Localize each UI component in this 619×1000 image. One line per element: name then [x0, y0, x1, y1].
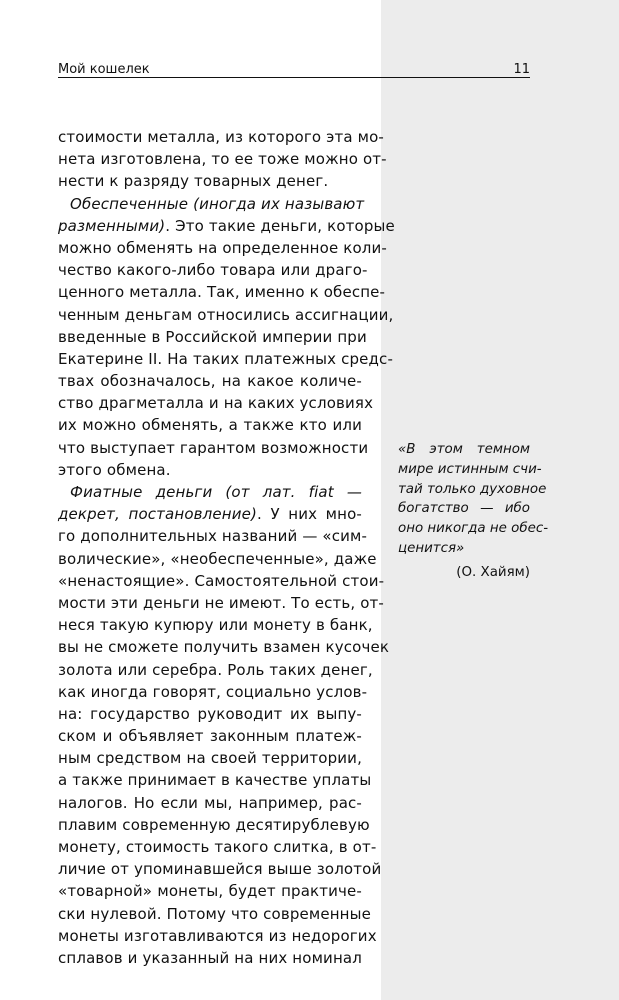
- body-line: ство драгметалла и на каких условиях: [58, 394, 374, 413]
- body-line: Фиатные деньги (от лат. fiat —: [70, 483, 362, 501]
- body-line: налогов. Но если мы, например, рас-: [58, 793, 362, 812]
- quote-line: тай только духовное: [398, 481, 547, 497]
- quote-line: богатство — ибо: [398, 501, 530, 517]
- epigraph-quote: [398, 440, 549, 559]
- body-line: волические», «необеспеченные», даже: [58, 549, 377, 568]
- body-line: можно обменять на определенное коли-: [58, 238, 387, 257]
- body-line: неся такую купюру или монету в банк,: [58, 616, 373, 635]
- body-line: что выступает гарантом возможности: [58, 438, 369, 457]
- body-line: мости эти деньги не имеют. То есть, от-: [58, 593, 384, 612]
- body-line: Екатерине II. На таких платежных средс-: [58, 349, 394, 368]
- body-line: «ненастоящие». Самостоятельной стои-: [58, 571, 385, 590]
- quote-line: мире истинным счи-: [398, 461, 542, 477]
- body-line: ском и объявляет законным платеж-: [58, 727, 362, 746]
- body-line: ным средством на своей территории,: [58, 749, 362, 768]
- quote-line: оно никогда не обес-: [398, 521, 549, 537]
- body-line: ценного металла. Так, именно к обеспе-: [58, 283, 386, 302]
- body-line: го дополнительных названий — «сим-: [58, 527, 368, 546]
- body-line: нести к разряду товарных денег.: [58, 172, 329, 191]
- body-line: Обеспеченные (иногда их называют: [70, 194, 365, 213]
- body-line: декрет, постановление). У них мно-: [58, 505, 362, 524]
- quote-author: (О. Хайям): [456, 565, 530, 580]
- body-line: чество какого-либо товара или драго-: [58, 261, 368, 280]
- body-line: монеты изготавливаются из недорогих: [58, 926, 377, 945]
- header-rule: [58, 77, 530, 78]
- quote-line: ценится»: [398, 540, 465, 556]
- body-line: как иногда говорят, социально услов-: [58, 682, 368, 701]
- quote-line: «В этом темном: [398, 442, 530, 457]
- body-line: введенные в Российской империи при: [58, 327, 367, 346]
- body-line: ченным деньгам относились ассигнации,: [58, 305, 394, 324]
- body-line: разменными). Это такие деньги, которые: [58, 216, 395, 235]
- page-number: 11: [513, 62, 530, 77]
- body-line: а также принимает в качестве уплаты: [58, 771, 372, 790]
- body-line: золота или серебра. Роль таких денег,: [58, 660, 373, 679]
- body-line: нета изготовлена, то ее тоже можно от-: [58, 150, 387, 169]
- body-line: их можно обменять, а также кто или: [58, 416, 362, 435]
- running-title: Мой кошелек: [58, 62, 150, 77]
- body-line: сплавов и указанный на них номинал: [58, 948, 362, 967]
- body-line: личие от упоминавшейся выше золотой: [58, 860, 382, 879]
- body-line: твах обозначалось, на какое количе-: [58, 372, 362, 391]
- body-line: вы не сможете получить взамен кусочек: [58, 638, 390, 657]
- body-line: ски нулевой. Потому что современные: [58, 904, 371, 923]
- body-line: «товарной» монеты, будет практиче-: [58, 882, 362, 901]
- body-line: монету, стоимость такого слитка, в от-: [58, 838, 377, 856]
- body-line: плавим современную десятирублевую: [58, 815, 370, 834]
- body-line: на: государство руководит их выпу-: [58, 704, 362, 723]
- body-text: [58, 126, 395, 969]
- body-line: стоимости металла, из которого эта мо-: [58, 128, 384, 146]
- body-line: этого обмена.: [58, 460, 171, 479]
